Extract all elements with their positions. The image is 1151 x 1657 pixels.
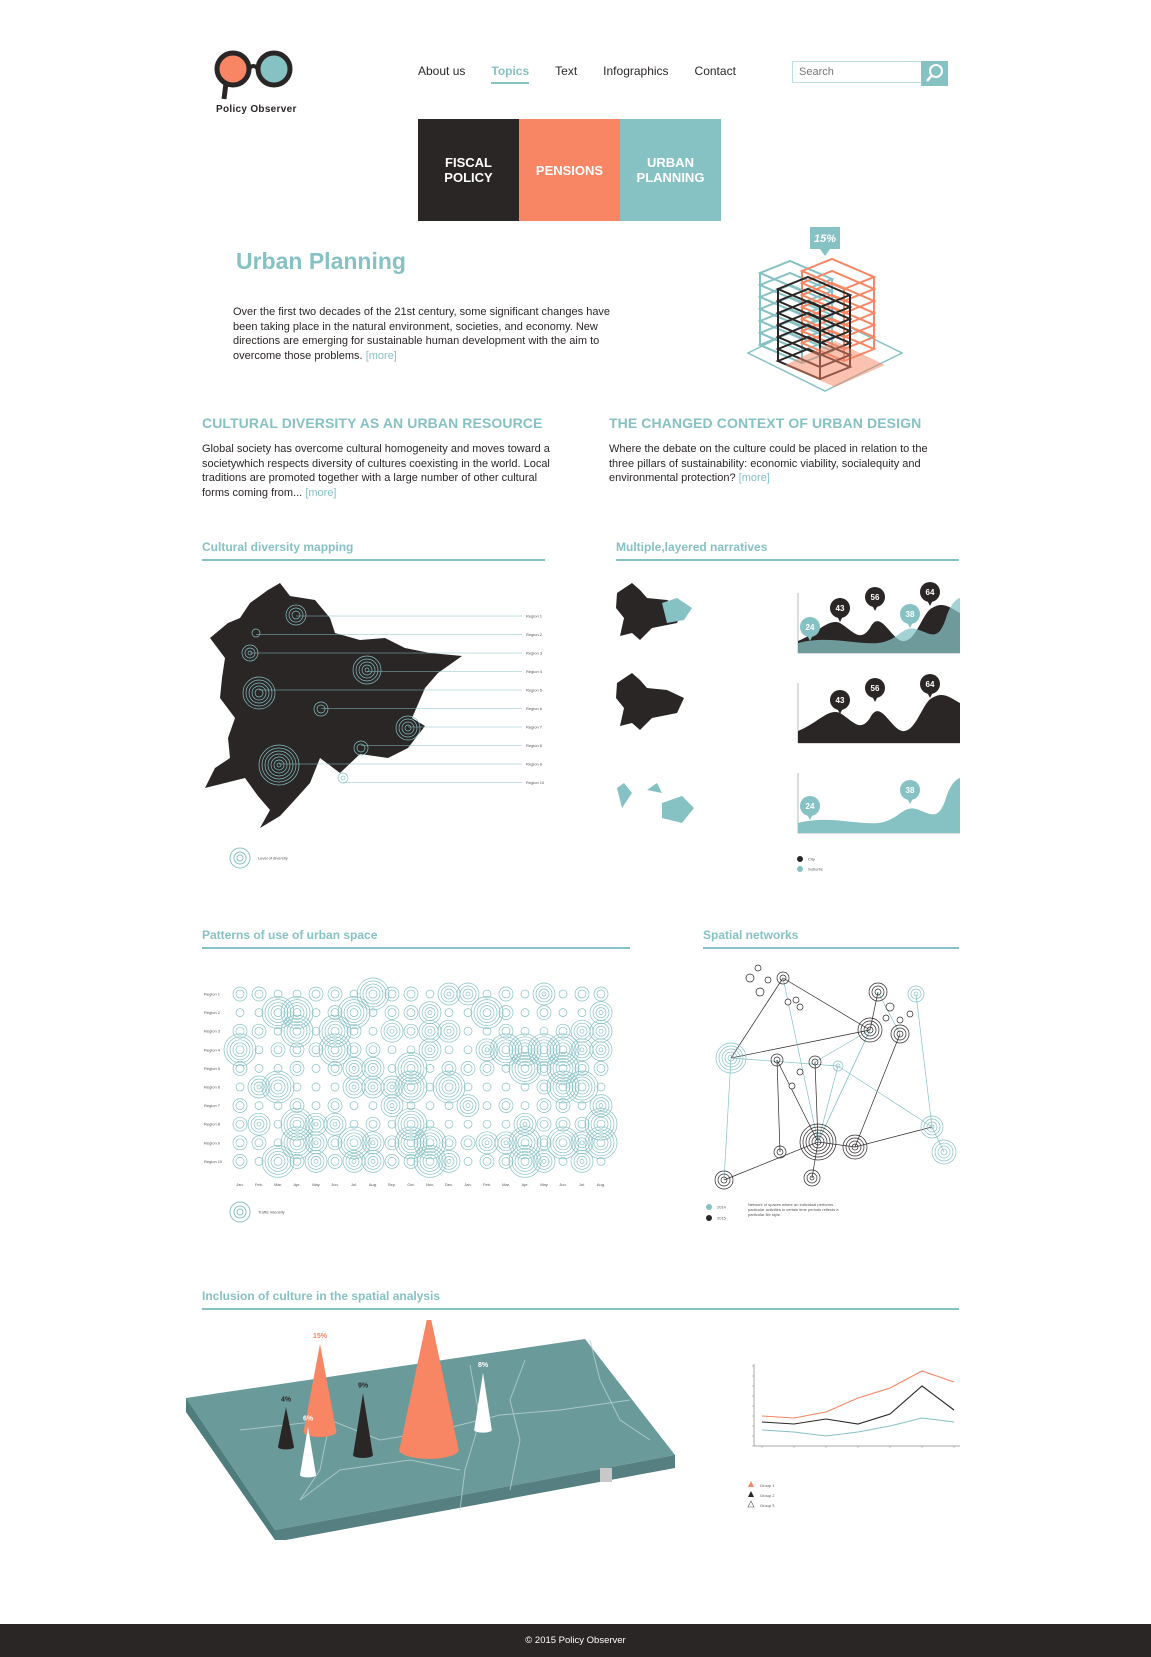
pattern-marker: [357, 978, 389, 1010]
pattern-marker: [499, 987, 513, 1001]
pattern-marker: [385, 1154, 399, 1168]
pattern-marker: [312, 1083, 320, 1091]
pattern-marker: [233, 1099, 247, 1113]
network-edge: [724, 1058, 731, 1180]
pattern-marker: [499, 1154, 513, 1168]
pattern-marker: [328, 1154, 342, 1168]
pattern-marker: [385, 1136, 399, 1150]
svg-text:64: 64: [925, 588, 935, 597]
pattern-marker: [290, 1099, 304, 1113]
area-city: [798, 695, 960, 743]
data-label-city: [920, 674, 940, 698]
data-label-city: [865, 587, 885, 611]
tile-fiscal-policy[interactable]: FISCAL POLICY: [418, 119, 519, 221]
legend-group3-icon: [748, 1501, 754, 1507]
pattern-col-label: Aug.: [368, 1182, 378, 1187]
search-icon: [921, 61, 948, 86]
pattern-marker: [457, 1095, 479, 1117]
pattern-marker: [533, 1150, 555, 1172]
pattern-marker: [319, 1015, 351, 1047]
line-series-1: [762, 1371, 954, 1418]
legend-2014-swatch: [706, 1204, 712, 1210]
pattern-row-label: Region 2: [204, 1010, 221, 1016]
pattern-marker: [461, 1136, 475, 1150]
pattern-marker: [547, 1052, 579, 1084]
pattern-marker: [369, 1027, 377, 1035]
pattern-marker: [464, 1120, 472, 1128]
pattern-marker: [426, 1102, 434, 1110]
pattern-marker: [509, 1034, 541, 1066]
map-region-label: Region 10: [526, 780, 545, 785]
pattern-marker: [233, 1024, 247, 1038]
svg-text:56: 56: [870, 684, 880, 693]
pattern-marker: [461, 1061, 475, 1075]
pattern-marker: [556, 1117, 570, 1131]
pattern-marker: [445, 1120, 453, 1128]
pattern-marker: [252, 1024, 266, 1038]
pattern-marker: [233, 987, 247, 1001]
svg-text:43: 43: [835, 696, 845, 705]
pattern-marker: [309, 987, 323, 1001]
pattern-marker: [442, 1136, 456, 1150]
pattern-col-label: Feb.: [482, 1182, 492, 1187]
pattern-col-label: Aug.: [596, 1182, 606, 1187]
pattern-row-label: Region 9: [204, 1140, 221, 1146]
narratives-chart: [612, 578, 962, 878]
map-region-label: Region 7: [526, 724, 543, 730]
diversity-map: [200, 578, 550, 878]
pattern-marker: [594, 1061, 608, 1075]
article-text-cultural-diversity: Global society has overcome cultural homogeneity and moves toward a societywhich respects diversity of cultures coexisting in the world. Local traditions are promoted together with a large number of other cultural forms coming from... [more]: [202, 443, 550, 499]
pattern-col-label: Mar.: [274, 1182, 282, 1187]
network-edge: [783, 978, 870, 1030]
mini-map-suburbs: [662, 598, 692, 623]
line-series-3: [762, 1418, 954, 1436]
tile-urban-planning[interactable]: URBAN PLANNING: [620, 119, 721, 221]
nav-topics[interactable]: Topics: [491, 64, 529, 84]
legend-city-swatch: [797, 856, 803, 862]
article-text-urban-design: Where the debate on the culture could be placed in relation to the three pillars of sustainability: economic viability, socialequity and environmental protection? [more]: [609, 443, 928, 484]
network-node: [756, 988, 764, 996]
pattern-marker: [438, 1150, 460, 1172]
pattern-col-label: May: [312, 1182, 320, 1187]
pattern-marker: [281, 997, 313, 1029]
legend-suburbs-swatch: [797, 866, 803, 872]
map-region-label: Region 2: [526, 632, 543, 637]
pattern-col-label: Jun.: [331, 1182, 339, 1187]
network-node: [886, 1003, 894, 1011]
network-small-node: [789, 1083, 795, 1089]
pattern-marker: [471, 997, 503, 1029]
pattern-col-label: Dec.: [444, 1182, 454, 1187]
pattern-marker: [388, 1046, 396, 1054]
pattern-marker: [233, 1154, 247, 1168]
cone-value-label: 6%: [302, 1415, 314, 1423]
pattern-row-label: Region 5: [204, 1065, 221, 1071]
pattern-marker: [442, 1061, 456, 1075]
pattern-marker: [236, 1083, 244, 1091]
network-edge: [731, 978, 783, 1058]
pattern-marker: [499, 1099, 513, 1113]
patterns-chart: [200, 962, 630, 1227]
legend-group2-label: Group 2: [760, 1493, 775, 1498]
article-title-cultural-diversity[interactable]: CULTURAL DIVERSITY AS AN URBAN RESOURCE: [202, 415, 543, 431]
network-small-node: [883, 1015, 889, 1021]
pattern-marker: [309, 1043, 323, 1057]
page-title: Urban Planning: [236, 248, 406, 274]
pattern-marker: [290, 1154, 304, 1168]
main-nav: [418, 64, 736, 84]
pattern-col-label: Oct.: [407, 1182, 415, 1187]
legend-group2-icon: [748, 1491, 754, 1497]
map-region-label: Region 1: [526, 613, 543, 619]
nav-about[interactable]: About us: [418, 64, 466, 78]
pattern-col-label: Jan.: [464, 1182, 472, 1187]
pattern-marker: [366, 1117, 380, 1131]
pattern-marker: [338, 997, 370, 1029]
legend-traffic-label: Traffic intensity: [258, 1209, 285, 1215]
pattern-marker: [248, 1076, 270, 1098]
map-landmass: [205, 583, 462, 828]
pattern-marker: [521, 1102, 529, 1110]
pattern-marker: [521, 1009, 529, 1017]
pattern-marker: [537, 1099, 551, 1113]
section-title-narratives: Multiple,layered narratives: [616, 540, 959, 561]
network-small-node: [797, 1069, 803, 1075]
data-label-city: [920, 582, 940, 606]
pattern-marker: [499, 1006, 513, 1020]
pattern-marker: [537, 1080, 551, 1094]
footer: © 2015 Policy Observer: [0, 1624, 1151, 1657]
pattern-row-label: Region 1: [204, 991, 221, 997]
pattern-row-label: Region 3: [204, 1028, 221, 1034]
legend-group3-label: Group 3: [760, 1503, 775, 1508]
network-edge: [731, 1030, 870, 1058]
intro-more-link[interactable]: [more]: [365, 349, 397, 362]
pattern-marker: [480, 1061, 494, 1075]
legend-2015-label: 2015: [717, 1215, 726, 1221]
pattern-col-label: Sep.: [387, 1182, 397, 1187]
area-suburbs: [798, 778, 960, 833]
pattern-marker: [426, 990, 434, 998]
network-edge: [916, 994, 932, 1127]
data-label-city: [865, 678, 885, 702]
pattern-col-label: Jul.: [578, 1182, 586, 1187]
network-small-node: [907, 1011, 913, 1017]
building-illustration: [740, 225, 910, 405]
pattern-row-label: Region 10: [204, 1158, 223, 1164]
pattern-marker: [347, 1043, 361, 1057]
pattern-marker: [404, 1154, 418, 1168]
map-region-label: Region 3: [526, 650, 543, 656]
intro-text: Over the first two decades of the 21st century, some significant changes have been taking place in the natural environment, societies, and economy. New directions are emerging for sustainable human development with the aim to overcome those problems. [more]: [233, 306, 611, 362]
pattern-marker: [483, 1102, 491, 1110]
section-title-networks: Spatial networks: [703, 928, 959, 949]
pattern-marker: [464, 1046, 472, 1054]
legend-group1-label: Group 1: [760, 1483, 775, 1488]
pattern-marker: [556, 1024, 570, 1038]
map-region-label: Region 6: [526, 706, 543, 711]
pattern-marker: [328, 1006, 342, 1020]
network-edge: [855, 1034, 900, 1147]
pattern-marker: [476, 1039, 498, 1061]
pattern-marker: [509, 1052, 541, 1084]
network-edge: [731, 1058, 838, 1066]
svg-text:24: 24: [805, 802, 815, 811]
cone-value-label: 9%: [357, 1382, 369, 1390]
network-edge: [815, 1030, 870, 1062]
data-label-suburbs: [900, 604, 920, 628]
network-chart: [700, 962, 962, 1227]
pattern-marker: [404, 987, 418, 1001]
pattern-marker: [559, 1009, 567, 1017]
pattern-marker: [312, 1102, 320, 1110]
network-small-node: [797, 1004, 803, 1010]
network-note: Network of spaces where an individual performs particular activities in certain time periods reflects a particular life style.: [748, 1202, 839, 1217]
group-line-chart: [740, 1360, 965, 1510]
pattern-marker: [290, 1043, 304, 1057]
pattern-marker: [445, 1009, 453, 1017]
map-region-label: Region 8: [526, 743, 543, 748]
cone-value-label: 4%: [280, 1396, 292, 1404]
network-small-node: [785, 999, 791, 1005]
pattern-col-label: Nov.: [426, 1182, 434, 1187]
pattern-marker: [271, 1043, 285, 1057]
nav-text[interactable]: Text: [555, 64, 578, 78]
pattern-marker: [537, 1117, 551, 1131]
data-label-city: [830, 690, 850, 714]
pattern-marker: [385, 987, 399, 1001]
pattern-col-label: May: [540, 1182, 548, 1187]
pattern-marker: [464, 1027, 472, 1035]
data-label-suburbs: [800, 796, 820, 820]
search-input[interactable]: [792, 61, 922, 83]
pattern-marker: [381, 1020, 403, 1042]
pattern-marker: [281, 1015, 313, 1047]
legend-group1-icon: [748, 1481, 754, 1487]
legend-suburbs-label: Suburbs: [808, 866, 823, 872]
pattern-marker: [404, 1006, 418, 1020]
pattern-marker: [502, 1120, 510, 1128]
pattern-marker: [438, 1020, 460, 1042]
pattern-marker: [350, 1102, 358, 1110]
pattern-col-label: Feb.: [254, 1182, 264, 1187]
pattern-marker: [537, 1136, 551, 1150]
search-button[interactable]: [921, 61, 948, 86]
data-label-city: [830, 598, 850, 622]
svg-text:56: 56: [870, 593, 880, 602]
cone-value-label: 8%: [477, 1361, 489, 1369]
pattern-marker: [521, 990, 529, 998]
network-small-node: [897, 1017, 903, 1023]
pattern-marker: [262, 997, 294, 1029]
section-title-mapping: Cultural diversity mapping: [202, 540, 545, 561]
section-title-patterns: Patterns of use of urban space: [202, 928, 630, 949]
legend-traffic-icon: [230, 1202, 250, 1222]
pattern-marker: [575, 1061, 589, 1075]
pattern-marker: [290, 1061, 304, 1075]
pattern-marker: [556, 1099, 570, 1113]
legend-city-label: City: [808, 856, 815, 862]
pattern-marker: [533, 983, 555, 1005]
network-edge: [838, 1066, 932, 1127]
map-region-label: Region 9: [526, 761, 543, 767]
pattern-marker: [547, 1071, 579, 1103]
network-small-node: [765, 977, 771, 983]
pattern-marker: [590, 1039, 612, 1061]
pattern-marker: [575, 987, 589, 1001]
pattern-marker: [347, 1024, 361, 1038]
cone-value-label: 15%: [312, 1333, 328, 1340]
pattern-col-label: Apr.: [521, 1182, 529, 1187]
network-edge: [878, 992, 900, 1034]
brand-name: Policy Observer: [216, 104, 297, 115]
pattern-row-label: Region 8: [204, 1121, 221, 1127]
pattern-col-label: Jun.: [559, 1182, 567, 1187]
legend-diversity-label: Level of diversity: [258, 855, 288, 861]
pattern-marker: [575, 1117, 589, 1131]
pattern-marker: [331, 1083, 339, 1091]
article-more-link[interactable]: [more]: [738, 472, 770, 484]
pattern-marker: [233, 1136, 247, 1150]
svg-text:64: 64: [925, 680, 935, 689]
pattern-marker: [255, 1064, 263, 1072]
pattern-col-label: Jul.: [350, 1182, 358, 1187]
pattern-marker: [252, 987, 266, 1001]
pattern-marker: [578, 1009, 586, 1017]
pattern-row-label: Region 4: [204, 1047, 221, 1053]
map-diversity-marker: [338, 773, 348, 783]
pattern-marker: [528, 1034, 560, 1066]
pattern-marker: [559, 990, 567, 998]
pattern-marker: [366, 1043, 380, 1057]
pattern-row-label: Region 7: [204, 1103, 221, 1109]
pattern-marker: [233, 1117, 247, 1131]
pattern-marker: [224, 1034, 256, 1066]
pattern-marker: [262, 1145, 294, 1177]
legend-2015-swatch: [706, 1215, 712, 1221]
pattern-marker: [502, 1083, 510, 1091]
network-node: [746, 974, 754, 982]
tile-pensions[interactable]: PENSIONS: [519, 119, 620, 221]
pattern-marker: [328, 1099, 342, 1113]
pattern-marker: [483, 1083, 491, 1091]
network-small-node: [793, 997, 799, 1003]
pattern-marker: [483, 1120, 491, 1128]
pattern-marker: [445, 1046, 453, 1054]
pattern-marker: [499, 1024, 513, 1038]
pattern-marker: [369, 1102, 377, 1110]
svg-text:24: 24: [805, 623, 815, 632]
pattern-marker: [328, 1136, 342, 1150]
nav-infographics[interactable]: Infographics: [603, 64, 669, 78]
pattern-marker: [255, 1102, 263, 1110]
pattern-marker: [312, 1064, 320, 1072]
network-edge: [818, 1030, 870, 1142]
pattern-marker: [328, 987, 342, 1001]
pattern-marker: [594, 987, 608, 1001]
svg-text:43: 43: [835, 604, 845, 613]
inclusion-3d-map: [180, 1320, 680, 1540]
data-label-suburbs: [900, 780, 920, 804]
pattern-marker: [362, 1150, 384, 1172]
pattern-col-label: Mar.: [502, 1182, 510, 1187]
section-title-inclusion: Inclusion of culture in the spatial analysis: [202, 1289, 959, 1310]
mini-map-city-2: [616, 673, 684, 730]
mini-map-suburbs-2: [617, 783, 694, 823]
pattern-marker: [404, 1024, 418, 1038]
network-edge: [777, 1060, 780, 1152]
pattern-marker: [385, 1006, 399, 1020]
pattern-marker: [236, 1009, 244, 1017]
map-region-label: Region 4: [526, 669, 543, 674]
pattern-marker: [395, 1108, 427, 1140]
pattern-marker: [537, 1006, 551, 1020]
pattern-col-label: Jan.: [236, 1182, 244, 1187]
legend-2014-label: 2014: [717, 1204, 726, 1210]
pattern-marker: [252, 1136, 266, 1150]
pattern-col-label: Apr.: [293, 1182, 301, 1187]
pattern-marker: [233, 1061, 247, 1075]
percentage-badge: 15%: [813, 233, 837, 245]
svg-text:38: 38: [905, 786, 915, 795]
pattern-marker: [328, 1061, 342, 1075]
legend-diversity-icon: [230, 848, 250, 868]
pattern-marker: [305, 1150, 327, 1172]
pattern-marker: [480, 1154, 494, 1168]
pattern-marker: [571, 1150, 593, 1172]
map-region-label: Region 5: [526, 687, 543, 693]
svg-text:38: 38: [905, 610, 915, 619]
article-more-link[interactable]: [more]: [305, 486, 337, 499]
pattern-marker: [464, 1157, 472, 1165]
pattern-marker: [537, 1061, 551, 1075]
article-title-urban-design[interactable]: THE CHANGED CONTEXT OF URBAN DESIGN: [609, 415, 922, 431]
nav-contact[interactable]: Contact: [694, 64, 736, 78]
pattern-marker: [248, 1113, 270, 1135]
pattern-marker: [395, 1127, 427, 1159]
network-small-node: [755, 965, 761, 971]
pattern-row-label: Region 6: [204, 1084, 221, 1090]
logo-icon[interactable]: [212, 47, 296, 103]
